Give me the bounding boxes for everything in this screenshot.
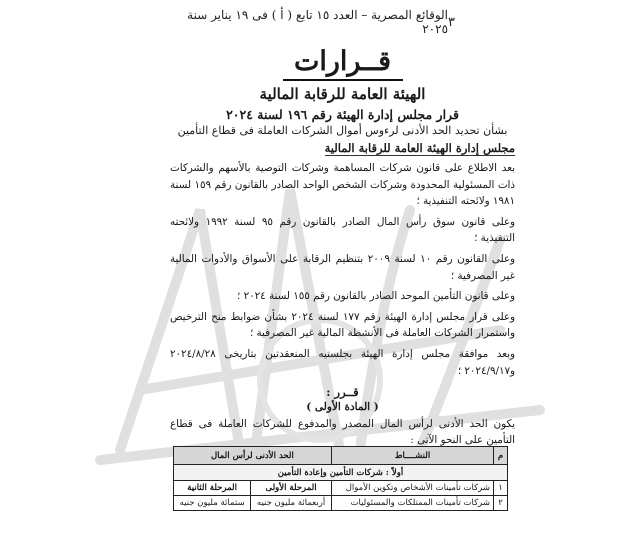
article-title: ( المادة الأولى )	[306, 401, 379, 414]
group-label: أولاً : شركات التأمين وإعادة التأمين	[174, 465, 508, 481]
document-body	[170, 38, 515, 448]
stage-two-value: ستمائة مليون جنيه	[174, 496, 251, 511]
page-number: ٣	[448, 14, 455, 30]
row-activity: شركات تأمينات الممتلكات والمسئوليات	[331, 496, 493, 511]
table-header-row	[174, 447, 508, 465]
decision-subject: بشأن تحديد الحد الأدنى لرءوس أموال الشركات العاملة فى قطاع التأمين	[177, 124, 508, 137]
recital-2: وعلى قانون سوق رأس المال الصادر بالقانون رقم ٩٥ لسنة ١٩٩٢ ولائحته التنفيذية ؛	[170, 215, 515, 245]
row-num: ٢	[494, 496, 508, 511]
recital-5: وعلى قرار مجلس إدارة الهيئة رقم ١٧٧ لسنة ٢٠٢٤ بشأن ضوابط منح الترخيص واستمرار الشركات العاملة فى الأنشطة المالية غير المصرفية ؛	[170, 310, 515, 340]
table-group-row	[174, 465, 508, 481]
header-activity: النشــــاط	[331, 447, 493, 465]
page-header	[170, 8, 455, 36]
stage-one-label: المرحلة الأولى	[251, 481, 332, 496]
decision-number: قرار مجلس إدارة الهيئة رقم ١٩٦ لسنة ٢٠٢٤	[226, 107, 459, 122]
stage-two-label: المرحلة الثانية	[174, 481, 251, 496]
publication-line: الوقائع المصرية – العدد ١٥ تابع ( أ ) فى ١٩ يناير سنة ٢٠٢٥	[187, 8, 449, 36]
recital-4: وعلى قانون التأمين الموحد الصادر بالقانون رقم ١٥٥ لسنة ٢٠٢٤ ؛	[237, 290, 515, 303]
header-min-capital: الحد الأدنى لرأس المال	[174, 447, 332, 465]
row-activity: شركات تأمينات الأشخاص وتكوين الأموال	[331, 481, 493, 496]
board-title: مجلس إدارة الهيئة العامة للرقابة المالية	[324, 141, 515, 155]
recital-1: بعد الاطلاع على قانون شركات المساهمة وشركات التوصية بالأسهم والشركات ذات المسئولية المحدودة وشركات الشخص الواحد الصادر بالقانون رقم ١٥٩ لسنة ١٩٨١ ولائحته التنفيذية ؛	[170, 162, 515, 208]
table-row	[174, 496, 508, 511]
recital-6: وبعد موافقة مجلس إدارة الهيئة بجلستيه المنعقدتين بتاريخى ٢٠٢٤/٨/٢٨ و٢٠٢٤/٩/١٧ ؛	[170, 347, 515, 377]
stage-one-value: أربعمائة مليون جنيه	[251, 496, 332, 511]
row-num: ١	[494, 481, 508, 496]
article-text: يكون الحد الأدنى لرأس المال المصدر والمدفوع للشركات العاملة فى قطاع التأمين على النحو الآتى :	[170, 418, 515, 447]
authority-name: الهيئة العامة للرقابة المالية	[259, 85, 426, 103]
table-row	[174, 481, 508, 496]
capital-table	[173, 446, 508, 511]
page-title: قــرارات	[283, 46, 403, 81]
header-num: م	[494, 447, 508, 465]
recital-3: وعلى القانون رقم ١٠ لسنة ٢٠٠٩ بتنظيم الرقابة على الأسواق والأدوات المالية غير المصرفية ؛	[170, 252, 515, 282]
decided-heading: قــرر :	[326, 385, 359, 400]
